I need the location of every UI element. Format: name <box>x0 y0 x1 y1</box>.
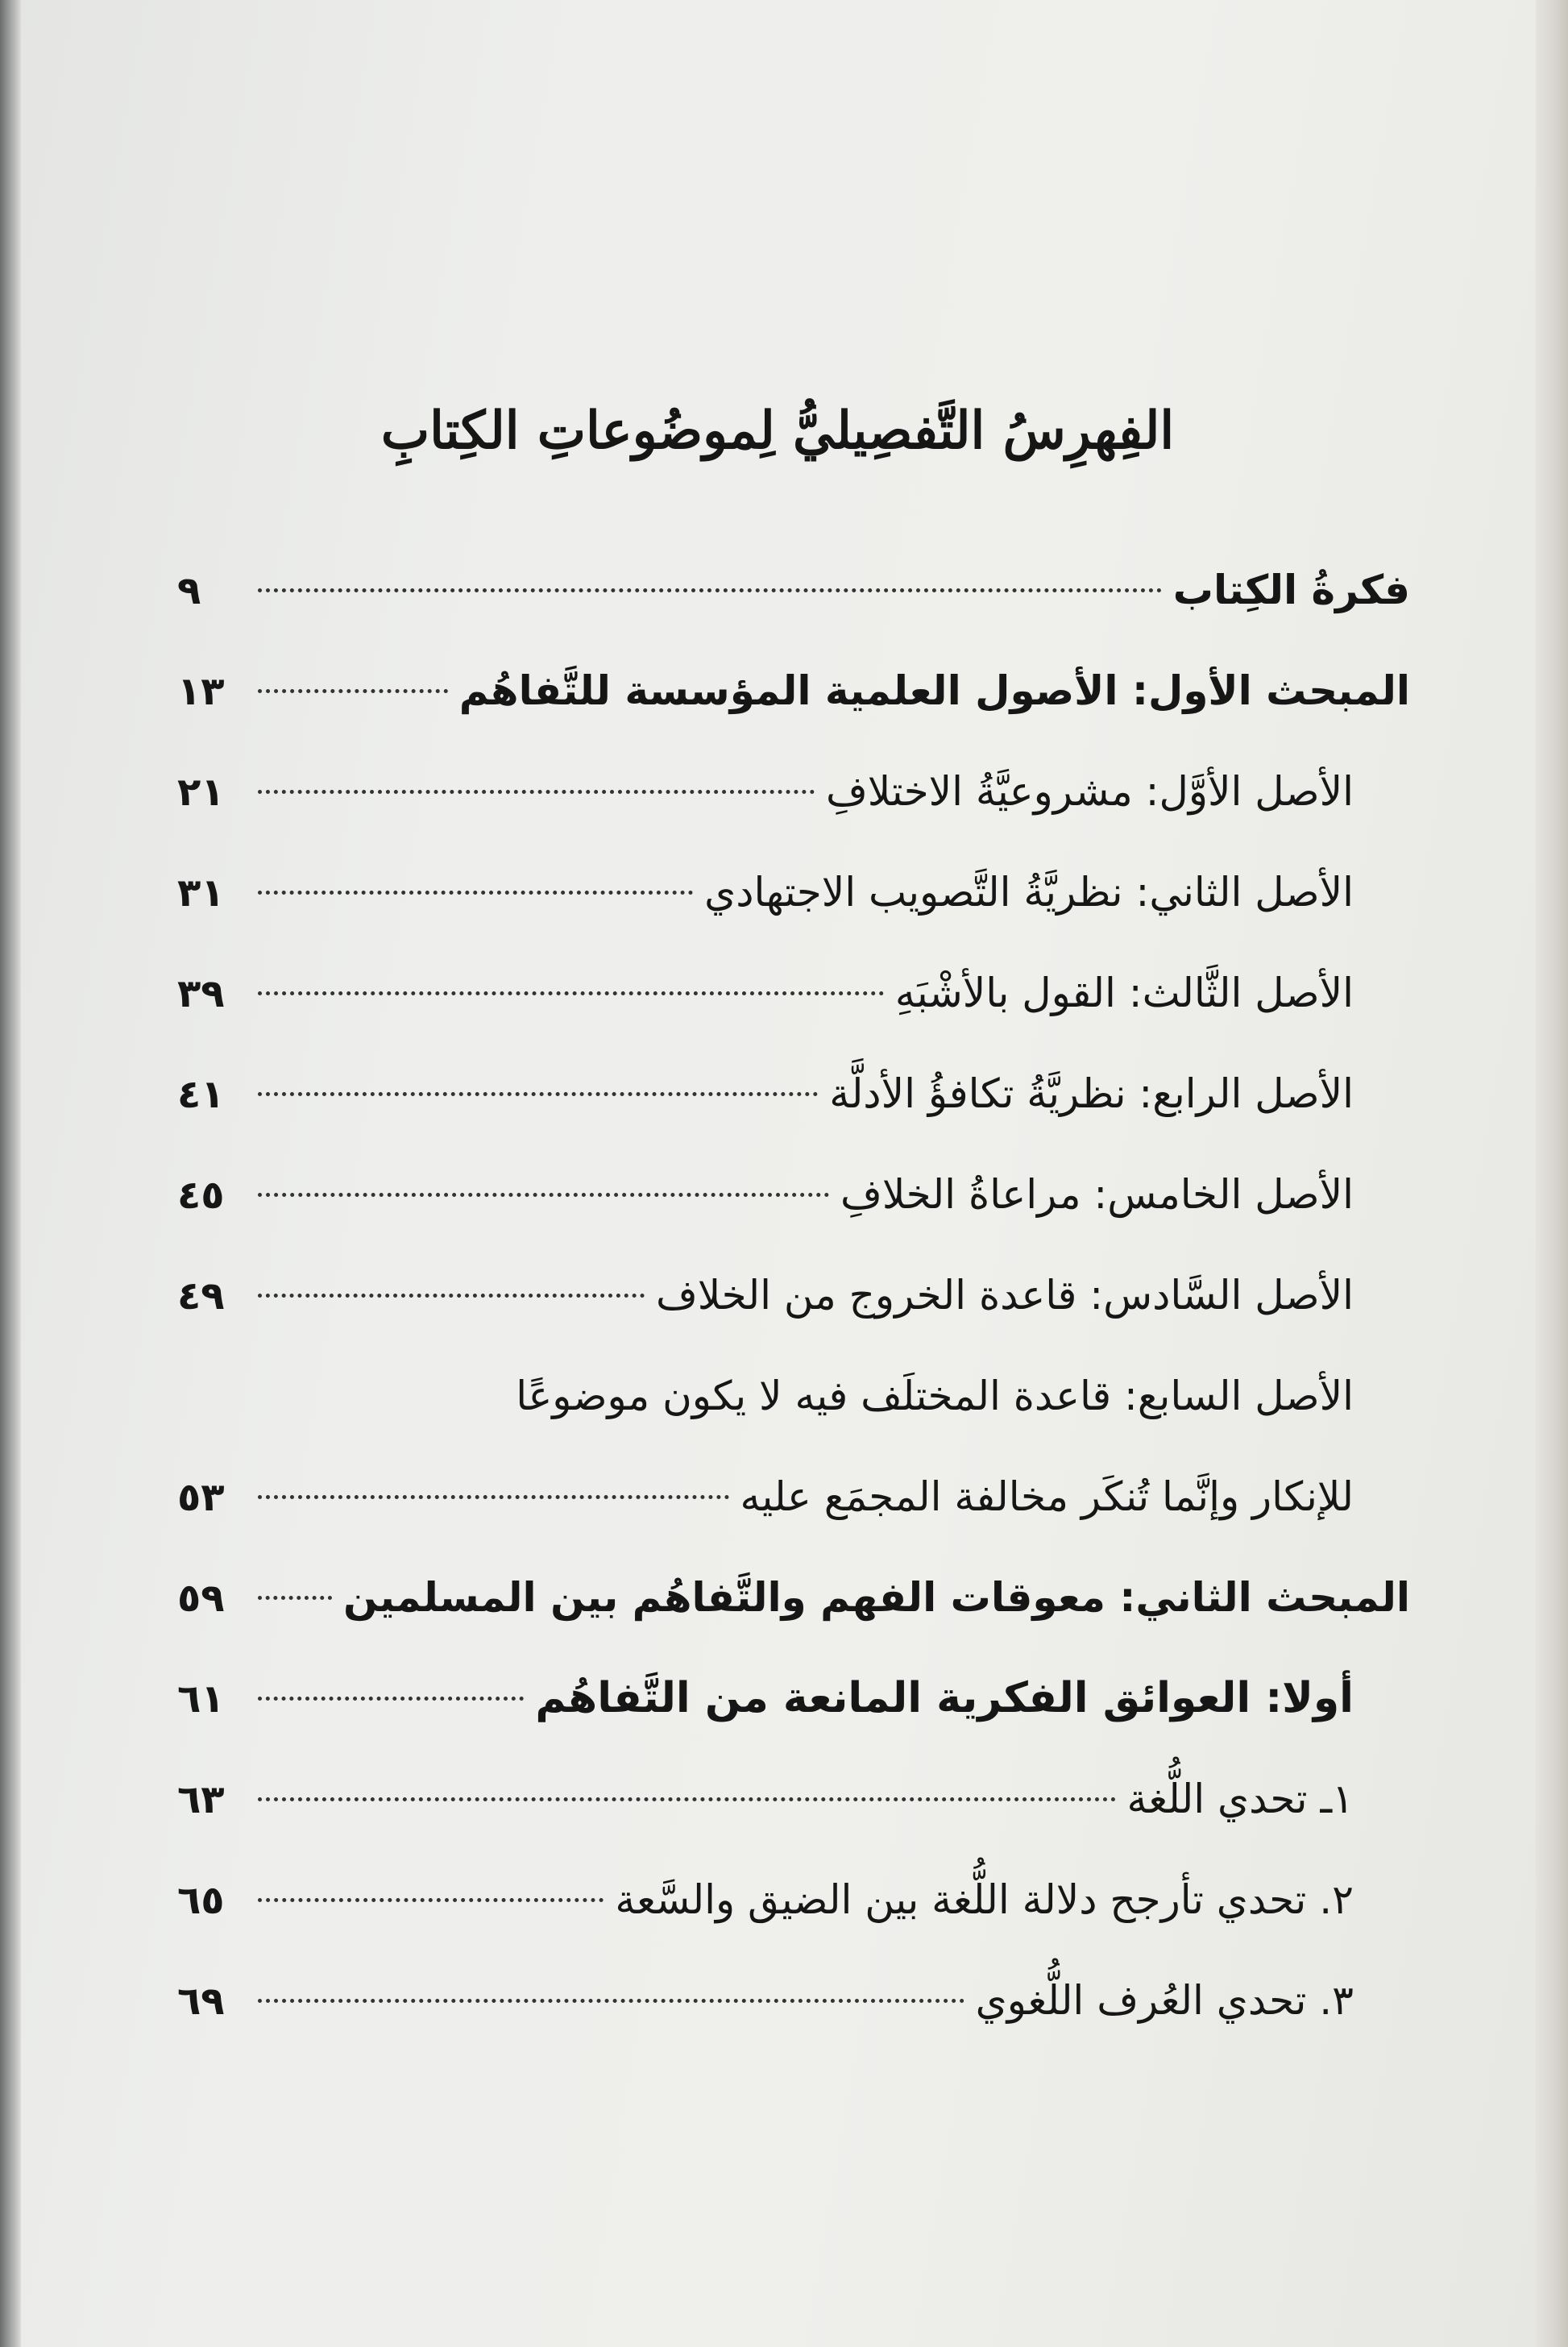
toc-entry <box>177 1044 1410 1144</box>
toc-entry-label: الأصل الأوَّل: مشروعيَّةُ الاختلافِ <box>825 768 1354 815</box>
toc-entry <box>177 1749 1410 1850</box>
table-of-contents <box>177 387 1410 2051</box>
dot-leader <box>258 1495 729 1499</box>
toc-entry <box>177 842 1410 943</box>
toc-entry <box>177 1346 1410 1547</box>
toc-entry-label-line2: للإنكار وإنَّما تُنكَر مخالفة المجمَع عليه <box>740 1473 1354 1520</box>
toc-entry-label: المبحث الأول: الأصول العلمية المؤسسة للتَّفاهُم <box>458 667 1410 714</box>
toc-page-number: ٤٩ <box>177 1273 225 1319</box>
toc-entry-label: الأصل الخامس: مراعاةُ الخلافِ <box>840 1171 1354 1218</box>
toc-page-number: ٦٥ <box>177 1878 225 1923</box>
toc-entry-label: الأصل الثَّالث: القول بالأشْبَهِ <box>894 970 1354 1016</box>
toc-entry-label-line1: الأصل السابع: قاعدة المختلَف فيه لا يكون موضوعًا <box>516 1373 1354 1419</box>
dot-leader <box>258 1999 964 2003</box>
toc-page-number: ٤٥ <box>177 1173 225 1218</box>
dot-leader <box>258 1697 524 1701</box>
toc-entry-label: ٢. تحدي تأرجح دلالة اللُّغة بين الضيق والسَّعة <box>615 1876 1354 1923</box>
toc-page-number: ٩ <box>177 568 201 613</box>
toc-page-number: ٥٣ <box>177 1475 225 1520</box>
page-gutter-shadow <box>0 0 21 2347</box>
page-edge <box>1536 0 1568 2347</box>
toc-page-number: ٤١ <box>177 1072 225 1117</box>
toc-page-number: ٦٩ <box>177 1979 225 2024</box>
dot-leader <box>258 1092 818 1096</box>
dot-leader <box>258 1294 645 1298</box>
toc-page-number: ٣٩ <box>177 971 225 1016</box>
toc-page-number: ٦١ <box>177 1676 225 1722</box>
toc-entry-label: فكرةُ الكِتاب <box>1172 567 1410 613</box>
toc-entry-label: الأصل الرابع: نظريَّةُ تكافؤُ الأدلَّة <box>829 1070 1354 1117</box>
toc-page-number: ٦٣ <box>177 1777 225 1822</box>
toc-entry <box>177 1850 1410 1950</box>
toc-entry <box>177 1648 1410 1749</box>
dot-leader <box>258 991 884 995</box>
dot-leader <box>258 1596 332 1600</box>
toc-entry-line2 <box>177 1447 1354 1547</box>
page-title: الفِهرِسُ التَّفصِيليُّ لِموضُوعاتِ الكِتابِ <box>380 401 1175 461</box>
dot-leader <box>258 891 693 895</box>
toc-entry-label: أولا: العوائق الفكرية المانعة من التَّفاهُم <box>535 1674 1354 1722</box>
toc-entry <box>177 641 1410 741</box>
toc-entry <box>177 1144 1410 1245</box>
dot-leader <box>258 1898 604 1902</box>
toc-list <box>177 540 1410 2051</box>
toc-entry <box>177 1950 1410 2051</box>
toc-page-number: ٥٩ <box>177 1576 225 1621</box>
toc-entry <box>177 1547 1410 1648</box>
dot-leader <box>258 689 448 693</box>
toc-entry-label: ٣. تحدي العُرف اللُّغوي <box>975 1977 1354 2024</box>
toc-page-number: ٣١ <box>177 870 225 916</box>
dot-leader <box>258 1193 829 1197</box>
toc-entry <box>177 540 1410 641</box>
toc-entry-label: الأصل الثاني: نظريَّةُ التَّصويب الاجتهادي <box>704 869 1354 916</box>
dot-leader <box>258 790 815 794</box>
toc-entry <box>177 1245 1410 1346</box>
toc-entry-label: ١ـ تحدي اللُّغة <box>1126 1776 1354 1822</box>
toc-entry-label: الأصل السَّادس: قاعدة الخروج من الخلاف <box>655 1272 1354 1319</box>
dot-leader <box>258 588 1162 592</box>
toc-entry-label: المبحث الثاني: معوقات الفهم والتَّفاهُم بين المسلمين <box>343 1574 1410 1621</box>
toc-entry <box>177 741 1410 842</box>
toc-page-number: ٢١ <box>177 770 225 815</box>
toc-page-number: ١٣ <box>177 669 225 714</box>
dot-leader <box>258 1797 1116 1801</box>
toc-entry <box>177 943 1410 1044</box>
